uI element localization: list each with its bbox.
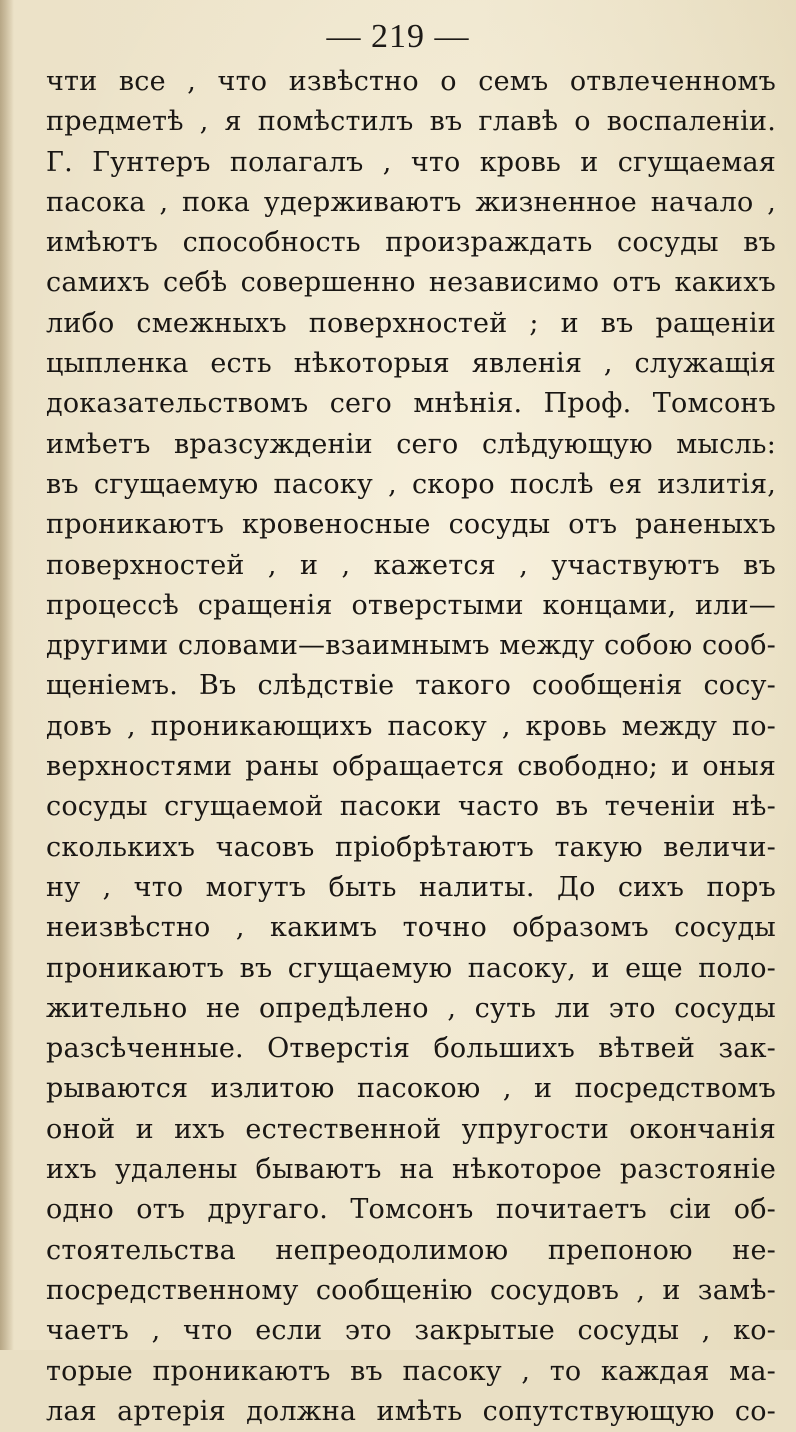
text-line: имѣютъ способность произраждать сосуды въ bbox=[46, 227, 776, 259]
text-line: лая артерія должна имѣть сопутствующую со- bbox=[46, 1395, 776, 1427]
text-line: торые проникаютъ въ пасоку , то каждая ма- bbox=[46, 1355, 776, 1387]
text-line: одно отъ другаго. Томсонъ почитаетъ сіи об- bbox=[46, 1194, 776, 1226]
text-line: проникаютъ въ сгущаемую пасоку, и еще поло- bbox=[46, 952, 776, 984]
text-line: цыпленка есть нѣкоторыя явленія , служащія bbox=[46, 348, 776, 380]
text-line: щеніемъ. Въ слѣдствіе такого сообщенія сосу- bbox=[46, 670, 776, 702]
page-number: — 219 — bbox=[326, 18, 470, 55]
text-line: другими словами—взаимнымъ между собою сооб- bbox=[46, 630, 776, 662]
text-line: стоятельства непреодолимою препоною не- bbox=[46, 1234, 776, 1266]
text-line: имѣетъ вразсужденіи сего слѣдующую мысль: bbox=[46, 428, 776, 460]
text-line: разсѣченные. Отверстія большихъ вѣтвей зак- bbox=[46, 1033, 776, 1065]
text-line: неизвѣстно , какимъ точно образомъ сосуды bbox=[46, 912, 776, 944]
text-line: либо смежныхъ поверхностей ; и въ ращеніи bbox=[46, 307, 776, 339]
text-line: оной и ихъ естественной упругости окончанія bbox=[46, 1113, 776, 1145]
text-line: чаетъ , что если это закрытые сосуды , ко- bbox=[46, 1315, 776, 1347]
text-line: ихъ удалены бываютъ на нѣкоторое разстояніе bbox=[46, 1154, 776, 1186]
text-line: посредственному сообщенію сосудовъ , и замѣ- bbox=[46, 1274, 776, 1306]
text-line: предметѣ , я помѣстилъ въ главѣ о воспаленіи. bbox=[46, 106, 776, 138]
text-line: сосуды сгущаемой пасоки часто въ теченіи нѣ- bbox=[46, 791, 776, 823]
text-line: проникаютъ кровеносные сосуды отъ раненыхъ bbox=[46, 509, 776, 541]
text-line: поверхностей , и , кажется , участвуютъ въ bbox=[46, 549, 776, 581]
text-line: Г. Гунтеръ полагалъ , что кровь и сгущаемая bbox=[46, 146, 776, 178]
text-line: чти все , что извѣстно о семъ отвлеченномъ bbox=[46, 66, 776, 97]
text-line: самихъ себѣ совершенно независимо отъ какихъ bbox=[46, 267, 776, 299]
text-line: процессѣ сращенія отверстыми концами, или— bbox=[46, 589, 776, 621]
text-line: ну , что могутъ быть налиты. До сихъ поръ bbox=[46, 871, 776, 903]
text-line: въ сгущаемую пасоку , скоро послѣ ея излитія, bbox=[46, 468, 776, 500]
text-line: рываются излитою пасокою , и посредствомъ bbox=[46, 1073, 776, 1105]
text-line: жительно не опредѣлено , суть ли это сосуды bbox=[46, 992, 776, 1024]
text-line: верхностями раны обращается свободно; и оныя bbox=[46, 751, 776, 783]
binding-gutter-shadow bbox=[0, 0, 14, 1350]
text-line: пасока , пока удерживаютъ жизненное начало , bbox=[46, 186, 776, 218]
text-line: доказательствомъ сего мнѣнія. Проф. Томсонъ bbox=[46, 388, 776, 420]
body-text bbox=[46, 62, 776, 1432]
text-line: сколькихъ часовъ пріобрѣтаютъ такую величи- bbox=[46, 831, 776, 863]
text-line: довъ , проникающихъ пасоку , кровь между по- bbox=[46, 710, 776, 742]
